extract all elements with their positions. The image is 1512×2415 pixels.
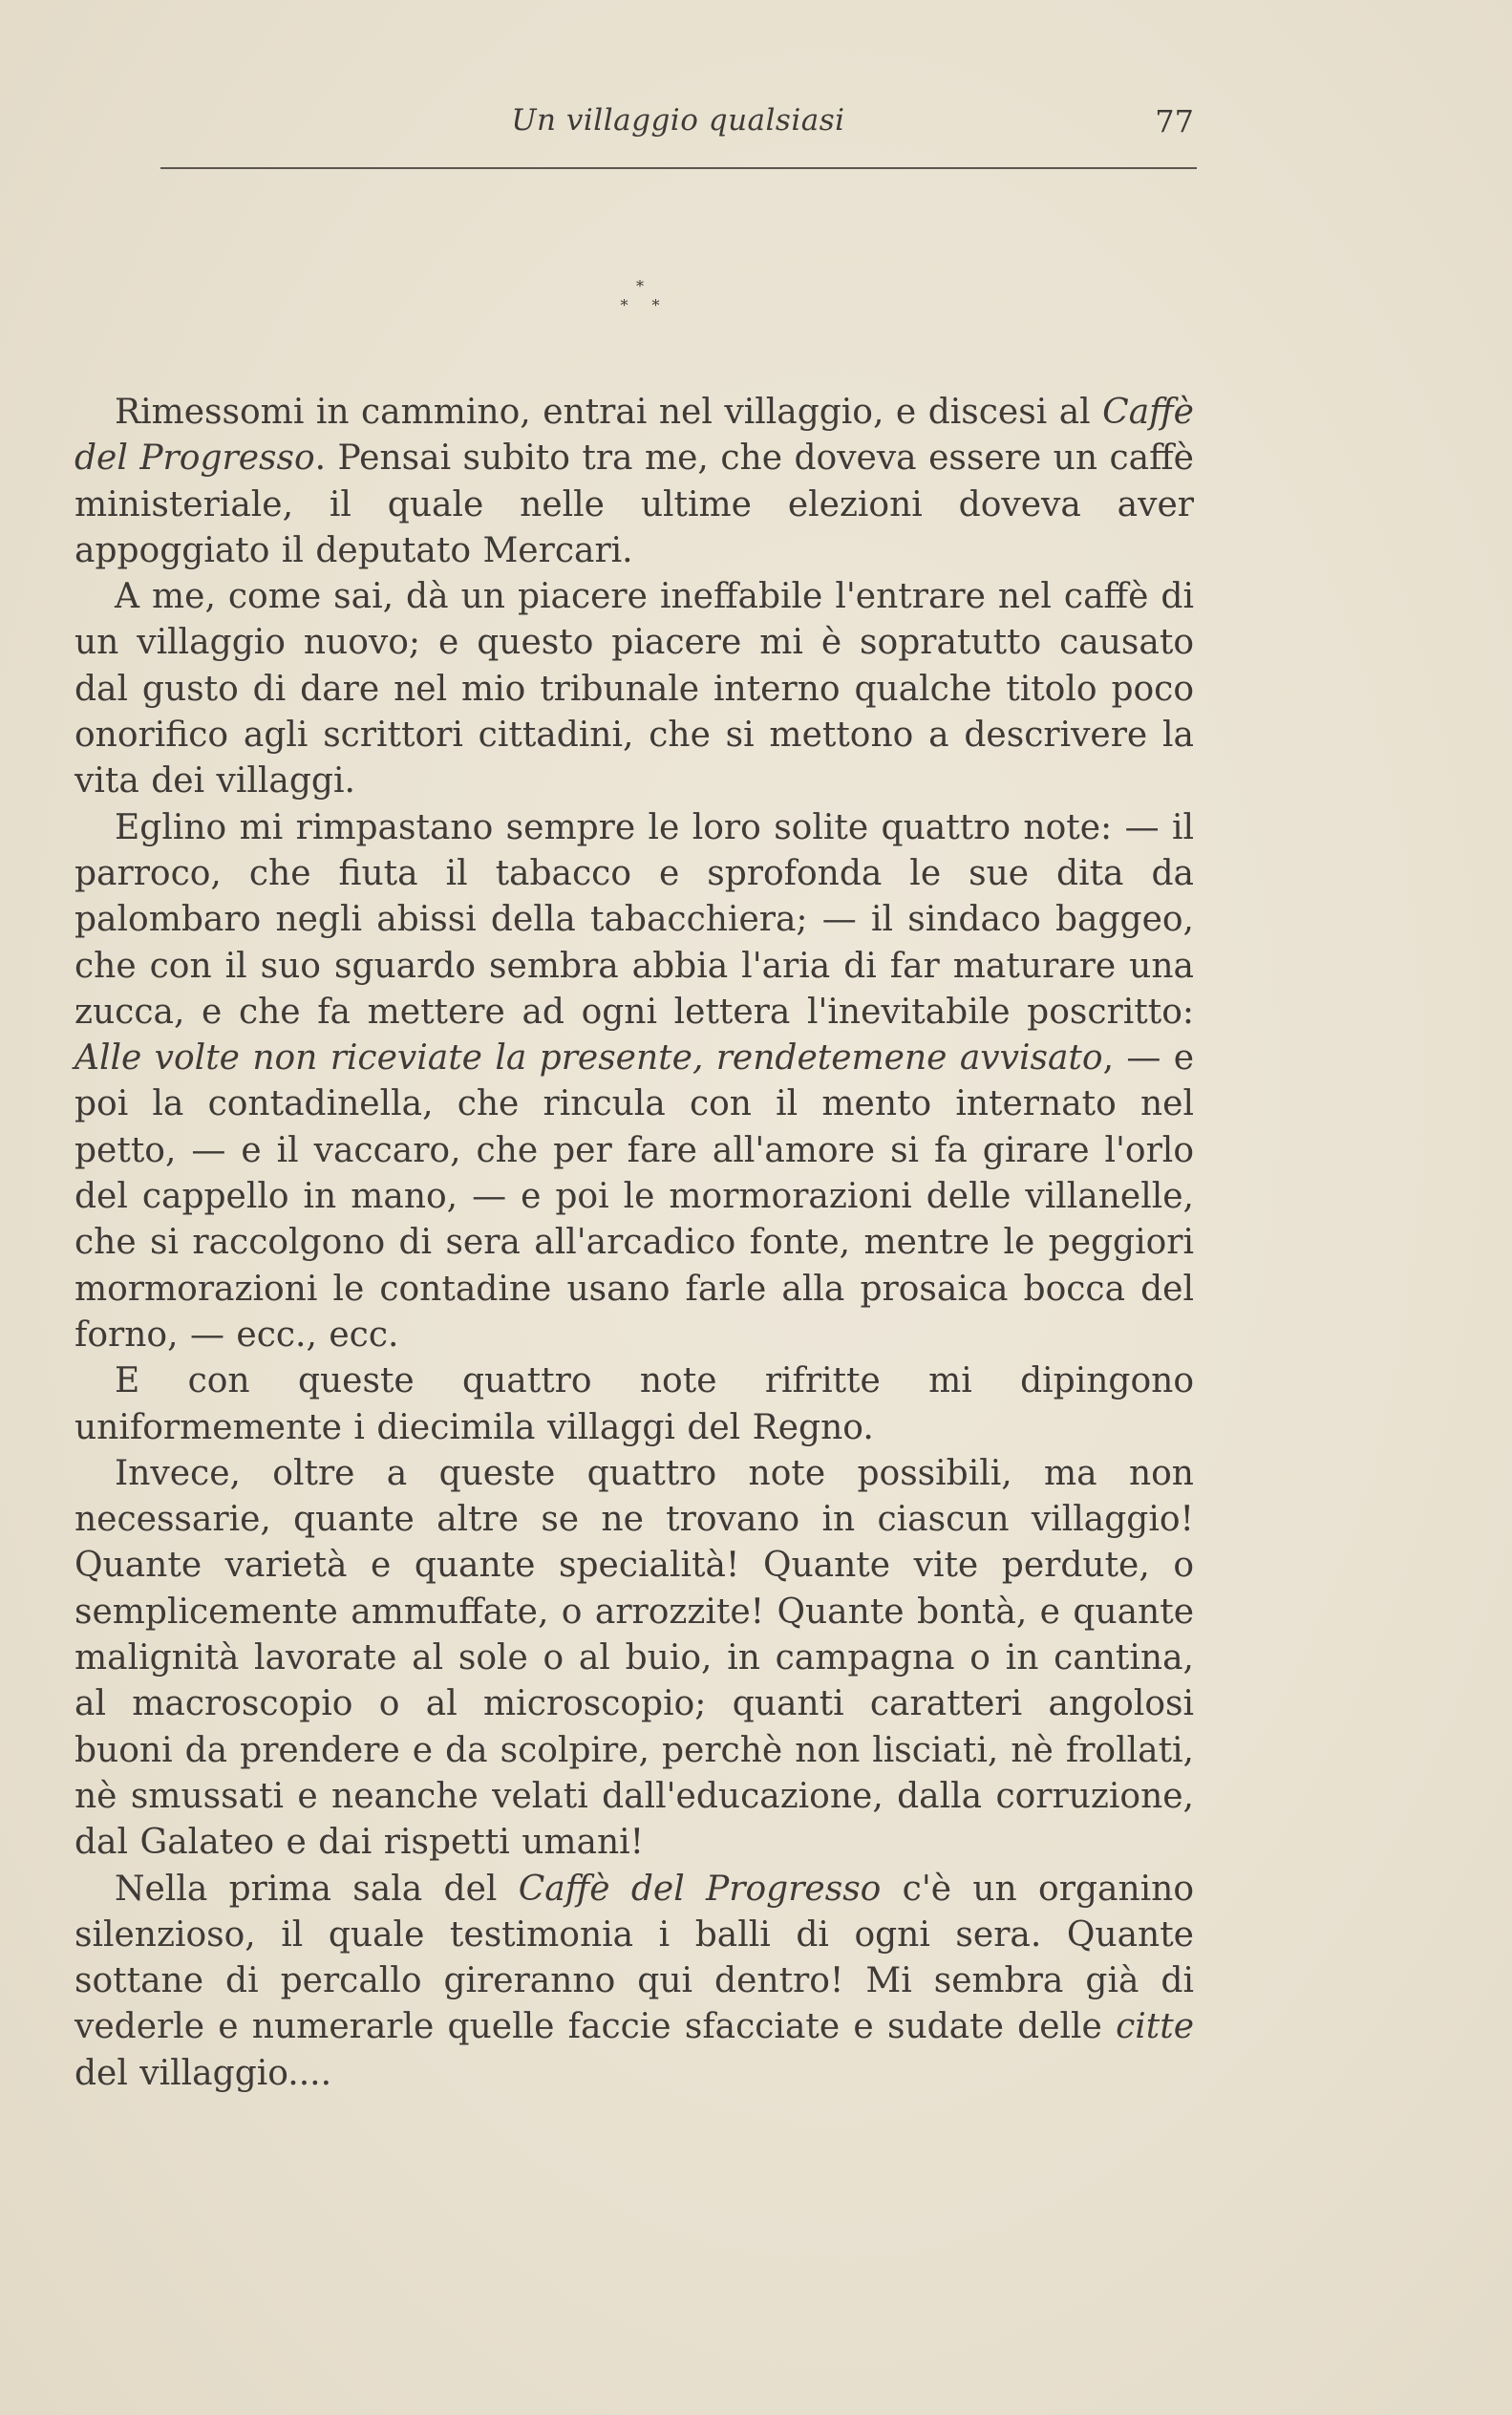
asterism-top: * [636,277,644,295]
asterism-separator [592,277,688,315]
italic-word-run: citte [1116,2007,1194,2047]
body-text [75,390,1194,2097]
italic-quote-run: Alle volte non riceviate la presente, rendetemene avvisato [75,1038,1103,1079]
text-run: . Pensai subito tra me, che doveva essere un caffè ministeriale, il quale nelle ultime elezioni doveva aver appoggiato il deputato Mercari. [75,438,1194,570]
text-run: Nella prima sala del [115,1869,519,1909]
text-run: Eglino mi rimpastano sempre le loro solite quattro note: — il parroco, che fiuta il tabacco e sprofonda le sue dita da palombaro negli abissi della tabacchiera; — il sindaco baggeo, che con il suo sguardo sembra abbia l'aria di far maturare una zucca, e che fa mettere ad ogni lettera l'inevitabile poscritto: [75,807,1194,1032]
asterism-bottom: * * [620,296,670,314]
text-run: Invece, oltre a queste quattro note possibili, ma non necessarie, quante altre se ne trovano in ciascun villaggio! Quante varietà e quante specialità! Quante vite perdute, o semplicemente ammuffate, o arrozzite! Quante bontà, e quante malignità lavorate al sole o al buio, in campagna o in cantina, al macroscopio o al microscopio; quanti caratteri angolosi buoni da prendere e da scolpire, perchè non lisciati, nè frollati, nè smussati e neanche velati dall'educazione, dalla corruzione, dal Galateo e dai rispetti umani! [75,1453,1194,1863]
italic-title-run: Caffè del Progresso [75,393,1194,479]
paragraph [75,1451,1194,1867]
paragraph [75,574,1194,804]
italic-title-run: Caffè del Progresso [518,1869,882,1909]
running-title: Un villaggio qualsiasi [511,103,845,138]
paragraph [75,1358,1194,1451]
text-run: , — e poi la contadinella, che rincula con il mento internato nel petto, — e il vaccaro, che per fare all'amore si fa girare l'orlo del cappello in mano, — e poi le mormorazioni delle villanelle, che si raccolgono di sera all'arcadico fonte, mentre le peggiori mormorazioni le contadine usano farle alla prosaica bocca del forno, — ecc., ecc. [75,1038,1194,1355]
text-run: E con queste quattro note rifritte mi dipingono uniformemente i diecimila villaggi del Regno. [75,1361,1194,1447]
paragraph [75,805,1194,1359]
paragraph [75,1867,1194,2097]
text-run: del villaggio.... [75,2053,332,2093]
text-run: A me, come sai, dà un piacere ineffabile l'entrare nel caffè di un villaggio nuovo; e questo piacere mi è sopratutto causato dal gusto di dare nel mio tribunale interno qualche titolo poco onorifico agli scrittori cittadini, che si mettono a descrivere la vita dei villaggi. [75,577,1194,801]
running-head [162,103,1194,145]
header-rule [160,167,1197,169]
paragraph [75,390,1194,574]
page-number: 77 [1155,103,1194,139]
text-run: Rimessomi in cammino, entrai nel villaggio, e discesi al [115,393,1103,432]
text-run: c'è un organino silenzioso, il quale testimonia i balli di ogni sera. Quante sottane di percallo gireranno qui dentro! Mi sembra già di vederle e numerarle quelle faccie sfacciate e sudate delle [75,1869,1195,2047]
